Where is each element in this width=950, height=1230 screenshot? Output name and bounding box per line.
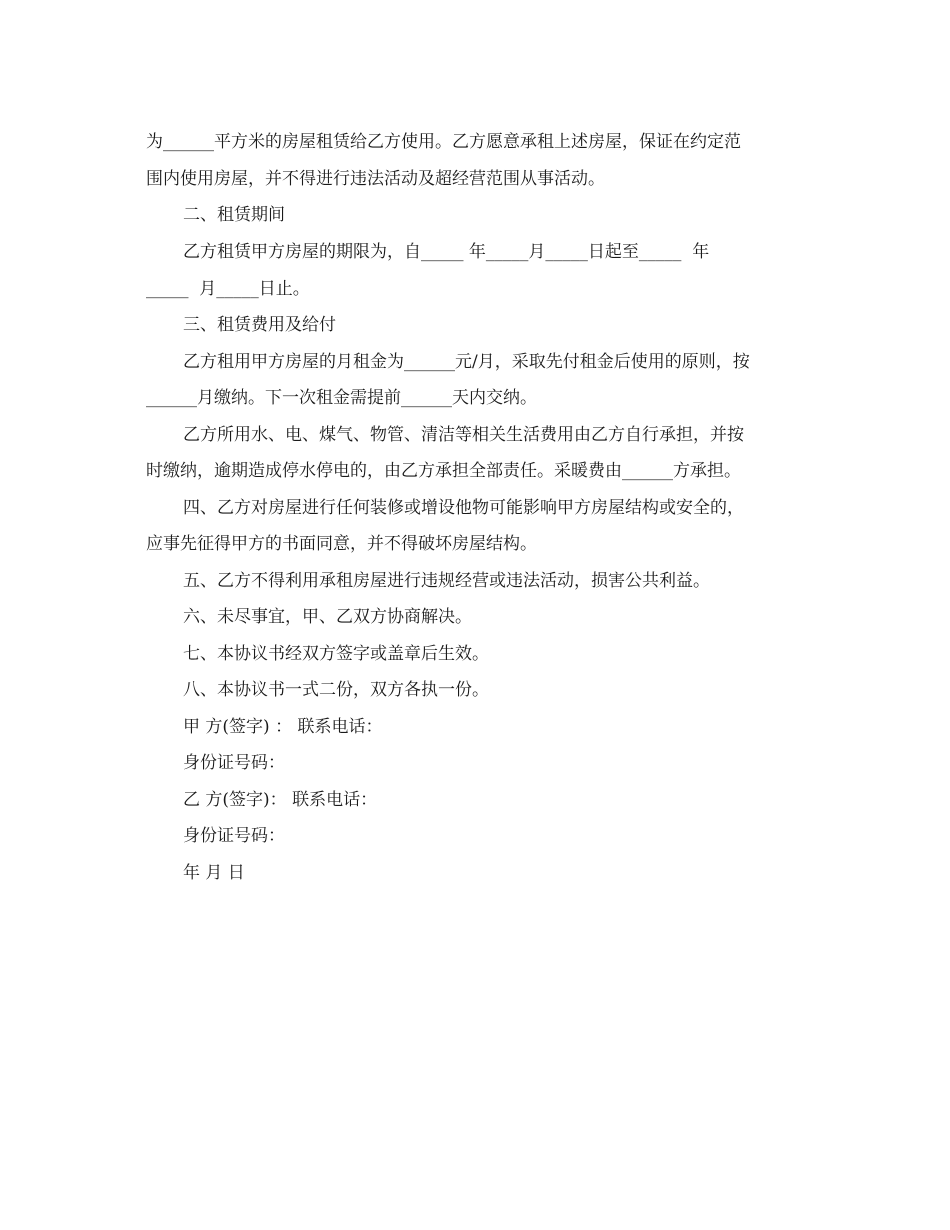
party-a-id-line: 身份证号码： <box>183 753 285 773</box>
text-line: 乙方所用水、电、煤气、物管、清洁等相关生活费用由乙方自行承担，并按 <box>183 425 744 445</box>
clause-item: 六、未尽事宜，甲、乙双方协商解决。 <box>183 607 472 627</box>
text-line: 围内使用房屋，并不得进行违法活动及超经营范围从事活动。 <box>146 169 605 189</box>
clause-item: 八、本协议书一式二份，双方各执一份。 <box>183 680 489 700</box>
clause-item: 五、乙方不得利用承租房屋进行违规经营或违法活动，损害公共利益。 <box>183 571 710 591</box>
party-a-signature-line: 甲 方(签字) ： 联系电话： <box>183 717 383 737</box>
party-b-id-line: 身份证号码： <box>183 826 285 846</box>
text-line: 乙方租用甲方房屋的月租金为______元/月，采取先付租金后使用的原则，按 <box>183 352 750 372</box>
text-line: _____ 月_____日止。 <box>146 279 310 299</box>
clause-item: 七、本协议书经双方签字或盖章后生效。 <box>183 644 489 664</box>
section-heading: 三、租赁费用及给付 <box>183 315 336 335</box>
text-line: 为______平方米的房屋租赁给乙方使用。乙方愿意承租上述房屋，保证在约定范 <box>146 132 741 152</box>
text-line: 应事先征得甲方的书面同意，并不得破坏房屋结构。 <box>146 534 537 554</box>
text-line: 时缴纳，逾期造成停水停电的，由乙方承担全部责任。采暖费由______方承担。 <box>146 461 741 481</box>
text-line: ______月缴纳。下一次租金需提前______天内交纳。 <box>146 388 537 408</box>
clause-item: 四、乙方对房屋进行任何装修或增设他物可能影响甲方房屋结构或安全的， <box>183 498 744 518</box>
section-heading: 二、租赁期间 <box>183 205 285 225</box>
date-line: 年 月 日 <box>183 863 245 883</box>
party-b-signature-line: 乙 方(签字)： 联系电话： <box>183 790 378 810</box>
text-line: 乙方租赁甲方房屋的期限为，自_____ 年_____月_____日起至_____ 年 <box>183 242 710 262</box>
